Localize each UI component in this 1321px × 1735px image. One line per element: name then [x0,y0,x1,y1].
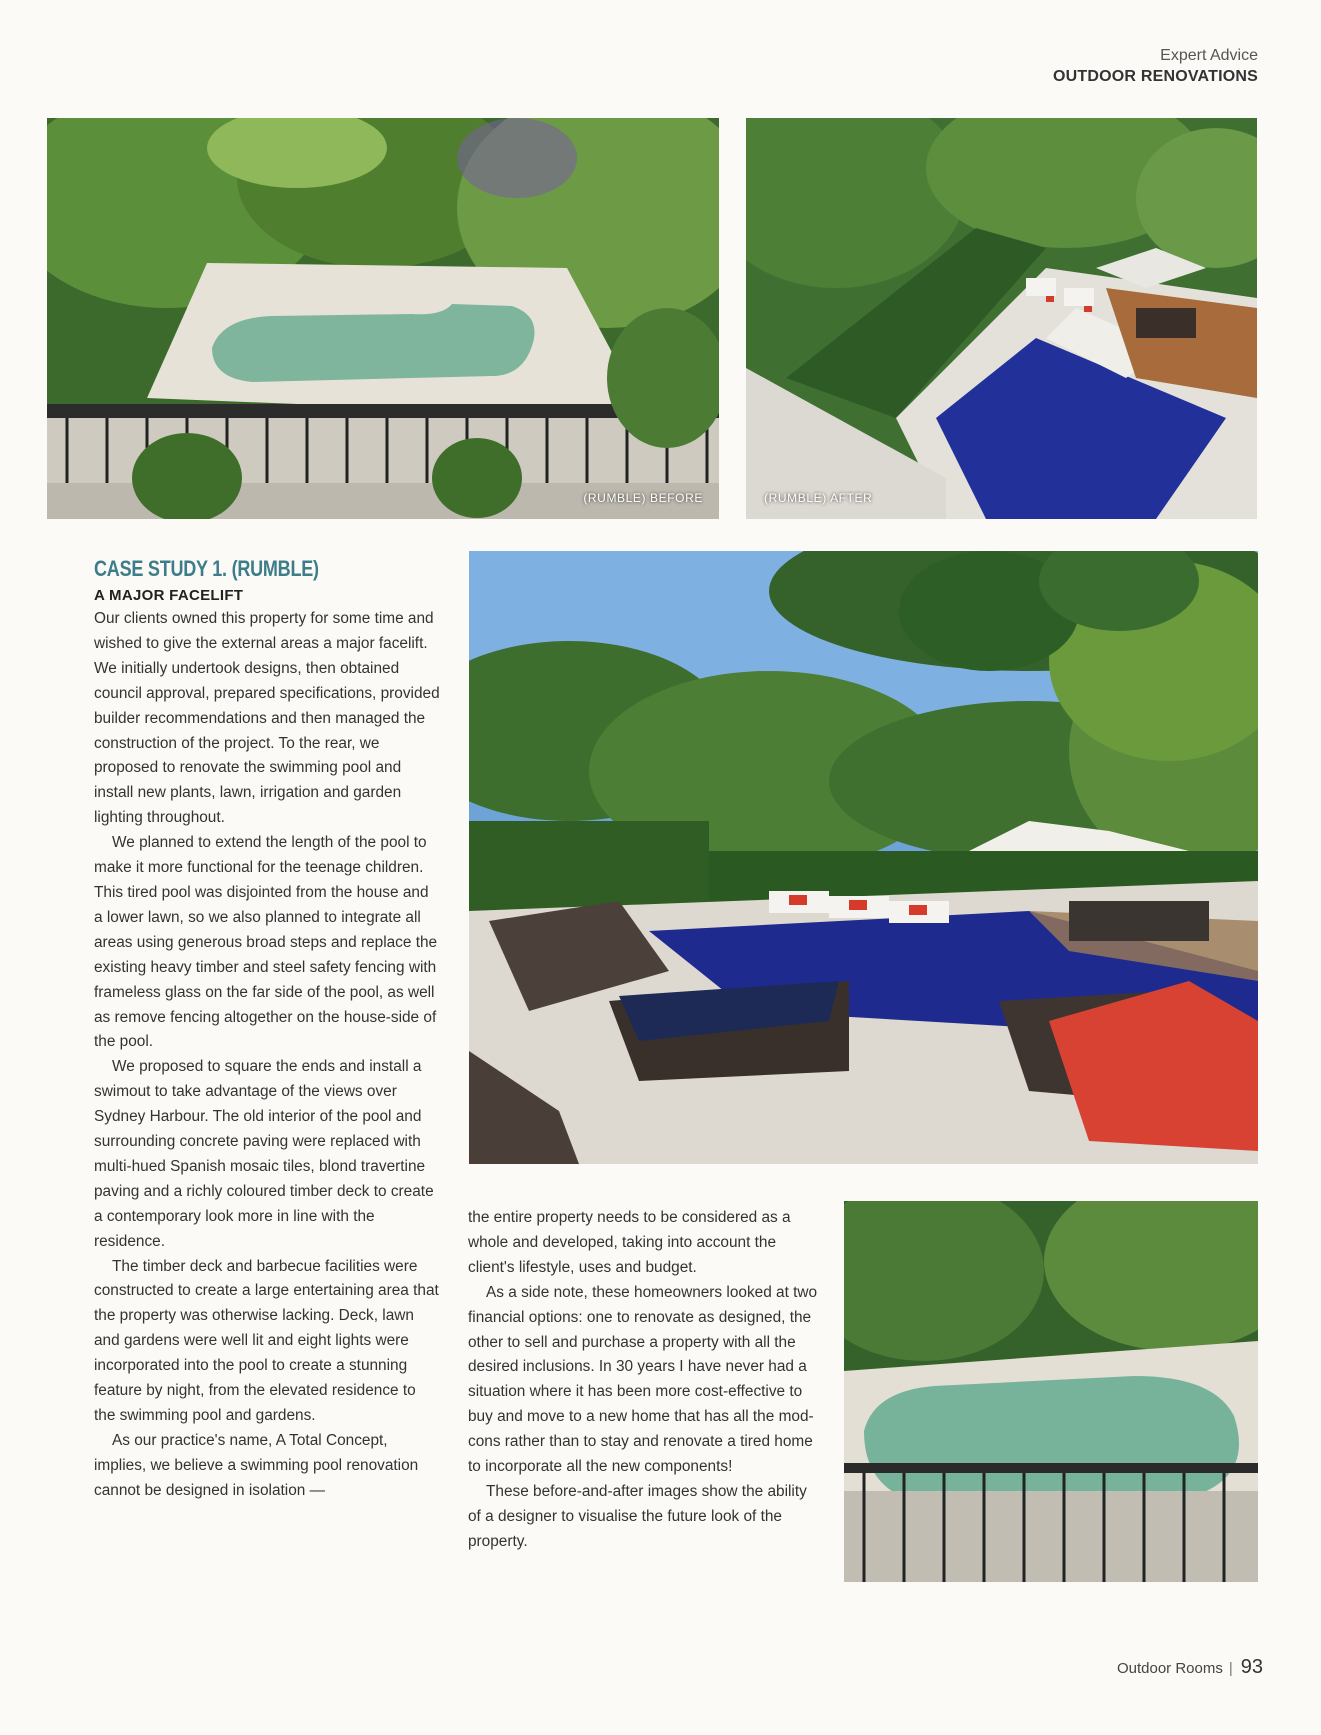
page-number: 93 [1240,1656,1263,1678]
after-photo [746,118,1257,519]
after-caption: (RUMBLE) AFTER [764,491,873,505]
col1-paragraph: The timber deck and barbecue facilities were constructed to create a large entertaining area that the property was otherwise lacking. Deck, lawn and gardens were well lit and eight lights were incorporated into the pool to create a stunning feature by night, from the elevated residence to the swimming pool and gardens. [94,1257,439,1424]
footer-separator: | [1228,1660,1233,1677]
before-pool-photo [844,1201,1258,1582]
col2-paragraph: These before-and-after images show the ability of a designer to visualise the future look of the property. [468,1482,807,1550]
running-header [1053,46,1258,88]
col1-paragraph: We proposed to square the ends and install a swimout to take advantage of the views over Sydney Harbour. The old interior of the pool and surrounding concrete paving were replaced with multi-hued Spanish mosaic tiles, blond travertine paving and a richly coloured timber deck to create a contemporary look more in line with the residence. [94,1058,434,1250]
article-column-1 [94,555,440,1504]
col1-paragraph: We planned to extend the length of the pool to make it more functional for the teenage children. This tired pool was disjointed from the house and a lower lawn, so we also planned to integrate all areas using generous broad steps and replace the existing heavy timber and steel safety fencing with frameless glass on the far side of the pool, as well as remove fencing altogether on the house-side of the pool. [94,834,438,1051]
after-feature-photo-art [469,551,1258,1164]
before-caption: (RUMBLE) BEFORE [583,491,703,505]
case-study-subtitle: A MAJOR FACELIFT [94,587,244,604]
col2-paragraph: As a side note, these homeowners looked at two financial options: one to renovate as designed, the other to sell and purchase a property with all the desired inclusions. In 30 years I have never had a situation where it has been more cost-effective to buy and move to a new home that has all the mod-cons rather than to stay and renovate a tired home to incorporate all the new components! [468,1283,818,1476]
col2-paragraph: the entire property needs to be considered as a whole and developed, taking into account the client's lifestyle, uses and budget. [468,1209,791,1276]
before-photo-art [47,118,719,519]
after-photo-art [746,118,1257,519]
page-footer [1117,1656,1263,1679]
magazine-name: Outdoor Rooms [1116,1660,1223,1677]
header-section: OUTDOOR RENOVATIONS [1053,67,1258,85]
case-study-title: CASE STUDY 1. (RUMBLE) [94,556,319,581]
before-pool-photo-art [844,1201,1258,1582]
col1-paragraph: As our practice's name, A Total Concept, implies, we believe a swimming pool renovation cannot be designed in isolation — [94,1431,419,1499]
col1-paragraph: Our clients owned this property for some time and wished to give the external areas a major facelift. We initially undertook designs, then obtained council approval, prepared specifications, provided builder recommendations and then managed the construction of the project. To the rear, we proposed to renovate the swimming pool and install new plants, lawn, irrigation and garden lighting throughout. [94,610,440,827]
after-feature-photo [469,551,1258,1164]
before-photo [47,118,719,519]
header-kicker: Expert Advice [1160,47,1258,64]
article-column-2 [468,1206,820,1555]
